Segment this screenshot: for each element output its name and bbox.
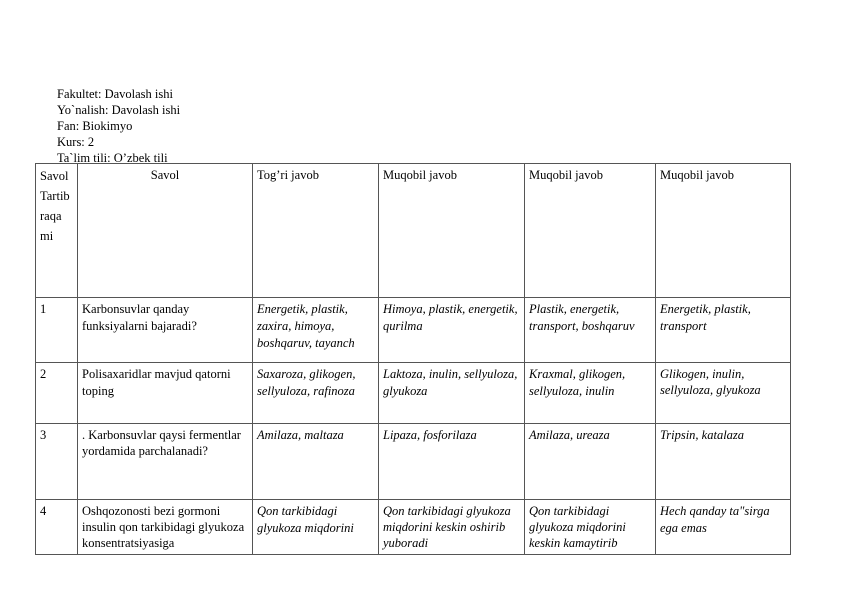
row-number: 3 [36,424,78,500]
header-alternative-2: Muqobil javob [525,164,656,298]
alternative-answer: Glikogen, inulin, sellyuloza, glyukoza [656,363,791,424]
question-text: Oshqozonosti bezi gormoni insulin qon tarkibidagi glyukoza konsentratsiyasiga [78,500,253,555]
alternative-answer: Plastik, energetik, transport, boshqaruv [525,298,656,363]
correct-answer: Amilaza, maltaza [253,424,379,500]
correct-answer: Qon tarkibidagi glyukoza miqdorini [253,500,379,555]
alternative-answer: Lipaza, fosforilaza [379,424,525,500]
table-row [36,363,791,424]
row-number: 4 [36,500,78,555]
course-line: Kurs: 2 [57,135,95,149]
alternative-answer: Kraxmal, glikogen, sellyuloza, inulin [525,363,656,424]
table-row [36,424,791,500]
alternative-answer: Laktoza, inulin, sellyuloza, glyukoza [379,363,525,424]
header-number [36,164,78,298]
question-text: Polisaxaridlar mavjud qatorni toping [78,363,253,424]
table-row [36,298,791,363]
row-number: 1 [36,298,78,363]
faculty-line: Fakultet: Davolash ishi [57,87,173,101]
correct-answer: Energetik, plastik, zaxira, himoya, boshqaruv, tayanch [253,298,379,363]
correct-answer: Saxaroza, glikogen, sellyuloza, rafinoza [253,363,379,424]
direction-line: Yo`nalish: Davolash ishi [57,103,181,117]
table-header-row [36,164,791,298]
alternative-answer: Amilaza, ureaza [525,424,656,500]
language-line: Ta`lim tili: O’zbek tili [57,151,168,165]
table-row [36,500,791,555]
header-correct-answer: Tog’ri javob [253,164,379,298]
header-number-label: Savol Tartib raqami [40,169,70,243]
alternative-answer: Qon tarkibidagi glyukoza miqdorini keskin oshirib yuboradi [379,500,525,555]
header-question: Savol [78,164,253,298]
subject-line: Fan: Biokimyo [57,119,133,133]
questions-table [35,163,791,555]
header-alternative-1: Muqobil javob [379,164,525,298]
question-text: . Karbonsuvlar qaysi fermentlar yordamida parchalanadi? [78,424,253,500]
row-number: 2 [36,363,78,424]
alternative-answer: Tripsin, katalaza [656,424,791,500]
alternative-answer: Energetik, plastik, transport [656,298,791,363]
header-alternative-3: Muqobil javob [656,164,791,298]
alternative-answer: Himoya, plastik, energetik, qurilma [379,298,525,363]
document-header [57,86,180,166]
alternative-answer: Hech qanday ta"sirga ega emas [656,500,791,555]
alternative-answer: Qon tarkibidagi glyukoza miqdorini keskin kamaytirib [525,500,656,555]
question-text: Karbonsuvlar qanday funksiyalarni bajaradi? [78,298,253,363]
